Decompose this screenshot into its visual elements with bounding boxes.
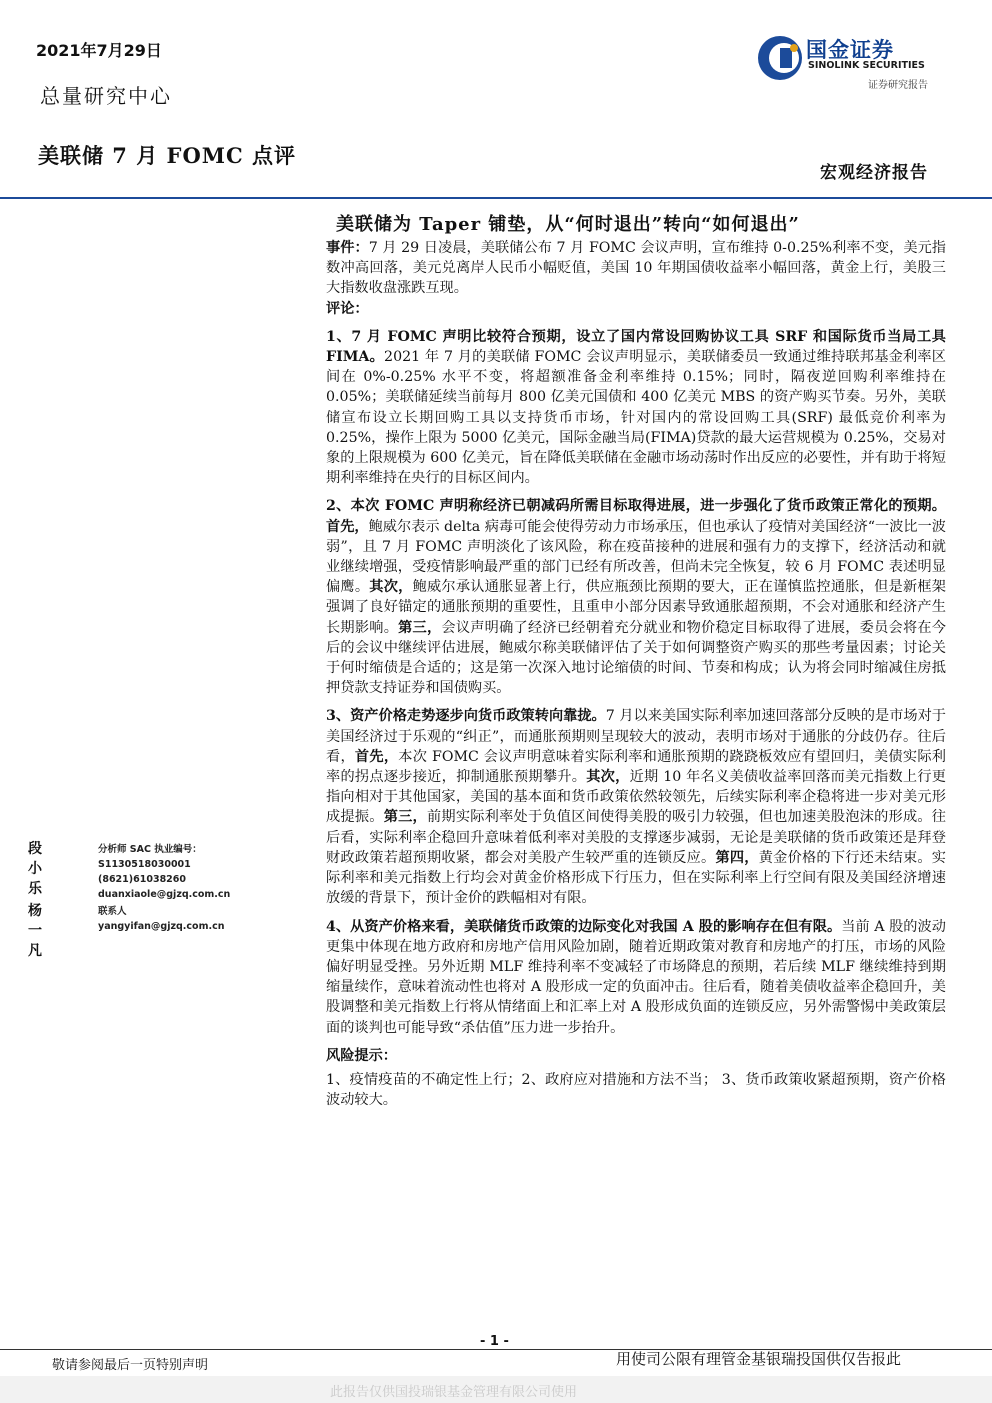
- event-label: 事件：: [326, 240, 369, 256]
- section-3-text-4: 前期实际利率处于负值区间使得美股的吸引力较强，但也加速美股泡沫的形成。往后看，实际利率企稳回升意味着低利率对美股的支撑逐步减弱，无论是美联储的货币政策还是拜登财政政策若超预期收紧，都会对美股产生较严重的连锁反应。: [326, 809, 946, 866]
- footer-disclaimer: 敬请参阅最后一页特别声明: [52, 1358, 209, 1373]
- section-1: [326, 327, 946, 489]
- footer-watermark-mirrored: 用使司公限有理管金基银瑞投国供仅告报此: [616, 1350, 902, 1368]
- section-4-text: 当前 A 股的波动更集中体现在地方政府和房地产信用风险加剧，随着近期政策对教育和房地产的打压，市场的风险偏好明显受挫。另外近期 MLF 维持利率不变减轻了市场降息的预期，若后续 MLF 继续维持到期缩量续作，意味着流动性也将对 A 股形成一定的负面冲击。往后看，随着美债收益率企稳回升，美股调整和美元指数上行将从情绪面上和汇率上对 A 股形成负面的连锁反应，另外需警惕中美政策层面的谈判也可能导致“杀估值”压力进一步抬升。: [326, 918, 946, 1036]
- department-name: 总量研究中心: [40, 84, 172, 108]
- section-3-text-2: 本次 FOMC 会议声明意味着实际利率和通胀预期的跷跷板效应有望回归，美债实际利率的拐点逐步接近，抑制通胀预期攀升。: [326, 748, 946, 786]
- logo-mark-icon: [756, 34, 804, 82]
- report-type: 宏观经济报告: [820, 163, 928, 183]
- logo-main-text: 国金证券: [806, 38, 894, 62]
- report-tag: 证券研究报告: [868, 80, 928, 91]
- analyst-1-info: [98, 842, 230, 902]
- section-2-heading: 2、本次 FOMC 声明称经济已朝减码所需目标取得进展，进一步强化了货币政策正常化的预期。首先，: [326, 498, 946, 535]
- section-3: [326, 706, 946, 908]
- risk-text: 1、疫情疫苗的不确定性上行；2、政府应对措施和方法不当； 3、货币政策收紧超预期，资产价格波动较大。: [326, 1071, 946, 1109]
- section-4: [326, 917, 946, 1038]
- section-3-bold-4: 第三，: [383, 809, 427, 826]
- report-date: 2021年7月29日: [36, 41, 162, 60]
- section-3-bold-5: 第四，: [715, 849, 759, 866]
- analyst-2-email[interactable]: yangyifan@gjzq.com.cn: [98, 921, 225, 932]
- event-paragraph: [326, 238, 946, 299]
- analyst-2-name: 杨一凡: [28, 903, 42, 959]
- section-1-heading: 1、7 月 FOMC 声明比较符合预期，设立了国内常设回购协议工具 SRF 和国际货币当局工具 FIMA。: [326, 328, 946, 366]
- section-2-bold-2: 其次，: [369, 579, 413, 596]
- analyst-1-email[interactable]: duanxiaole@gjzq.com.cn: [98, 889, 231, 900]
- analyst-1-phone: (8621)61038260: [98, 874, 187, 885]
- comment-label: 评论：: [326, 300, 369, 317]
- analyst-2-info: [98, 904, 224, 934]
- section-4-heading: 4、从资产价格来看，美联储货币政策的边际变化对我国 A 股的影响存在但有限。: [326, 918, 842, 935]
- section-3-heading: 3、资产价格走势逐步向货币政策转向靠拢。: [326, 708, 606, 725]
- analyst-1-name: 段小乐: [28, 841, 42, 897]
- logo-sub-text: SINOLINK SECURITIES: [808, 60, 925, 71]
- section-1-text: 2021 年 7 月的美联储 FOMC 会议声明显示，美联储委员一致通过维持联邦基金利率区间在 0%-0.25% 水平不变，将超额准备金利率维持 0.15%；同时，隔夜逆回购利率维持在 0.05%；美联储延续当前每月 800 亿美元国债和 400 亿美元 MBS 的资产购买节奏。另外，美联储宣布设立长期回购工具以支持货币市场，针对国内的常设回购工具(SRF) 最低竞价利率为 0.25%，操作上限为 5000 亿美元，国际金融当局(FIMA)贷款的最大运营规模为 0.25%，交易对象的上限规模为 600 亿美元，旨在降低美联储在金融市场动荡时作出反应的必要性，并有助于将短期利率维持在央行的目标区间内。: [326, 349, 946, 487]
- section-2-text-2: 鲍威尔承认通胀显著上行，供应瓶颈比预期的要大，正在谨慎监控通胀，但是新框架强调了良好锚定的通胀预期的重要性，且重申小部分因素导致通胀超预期，不会对通胀和经济产生长期影响。: [326, 579, 946, 636]
- report-title: 美联储 7 月 FOMC 点评: [38, 143, 297, 168]
- page-number: - 1 -: [480, 1334, 509, 1349]
- header-divider: [0, 197, 992, 199]
- report-body: [326, 238, 946, 1110]
- section-2-bold-3: 第三，: [398, 619, 442, 636]
- risk-label: 风险提示：: [326, 1047, 397, 1064]
- section-3-bold-3: 其次，: [586, 769, 630, 786]
- section-3-text-5: 黄金价格的下行还未结束。实际利率和美元指数上行均会对黄金价格形成下行压力，但在实际利率上行空间有限及美国经济增速放缓的背景下，预计金价的跌幅相对有限。: [326, 849, 946, 907]
- section-2: [326, 496, 946, 698]
- section-3-text-3: 近期 10 年名义美债收益率回落而美元指数上行更指向相对于其他国家，美国的基本面和货币政策依然较领先，后续实际利率企稳将进一步对美元形成提振。: [326, 769, 946, 826]
- headline: 美联储为 Taper 铺垫，从“何时退出”转向“如何退出”: [336, 214, 800, 235]
- section-2-text: 鲍威尔表示 delta 病毒可能会使得劳动力市场承压，但也承认了疫情对美国经济“一波比一波弱”，且 7 月 FOMC 声明淡化了该风险，称在疫苗接种的进展和强有力的支撑下，经济活动和就业继续增强，受疫情影响最严重的部门已经有所改善，但尚未完全恢复，较 6 月 FOMC 表述明显偏鹰。: [326, 518, 946, 596]
- event-text: 7 月 29 日凌晨，美联储公布 7 月 FOMC 会议声明，宣布维持 0-0.25%利率不变，美元指数冲高回落，美元兑离岸人民币小幅贬值，美国 10 年期国债收益率小幅回落，黄金上行，美股三大指数收盘涨跌互现。: [326, 240, 946, 297]
- analyst-1-role: 分析师 SAC 执业编号：S1130518030001: [98, 844, 202, 870]
- section-3-bold-2: 首先，: [354, 748, 399, 765]
- section-3-text: 7 月以来美国实际利率加速回落部分反映的是市场对于美国经济过于乐观的“纠正”，而通胀预期则呈现较大的波动，表明市场对于通胀的分歧仍存。往后看，: [326, 708, 946, 765]
- bottom-watermark: 此报告仅供国投瑞银基金管理有限公司使用: [330, 1385, 578, 1400]
- section-2-text-3: 会议声明确了经济已经朝着充分就业和物价稳定目标取得了进展，委员会将在今后的会议中继续评估进展，鲍威尔称美联储评估了关于如何调整资产购买的那些考量因素；讨论关于何时缩债是合适的；这是第一次深入地讨论缩债的时间、节奏和构成；认为将会同时缩减住房抵押贷款支持证券和国债购买。: [326, 619, 946, 697]
- analyst-2-role: 联系人: [98, 906, 127, 917]
